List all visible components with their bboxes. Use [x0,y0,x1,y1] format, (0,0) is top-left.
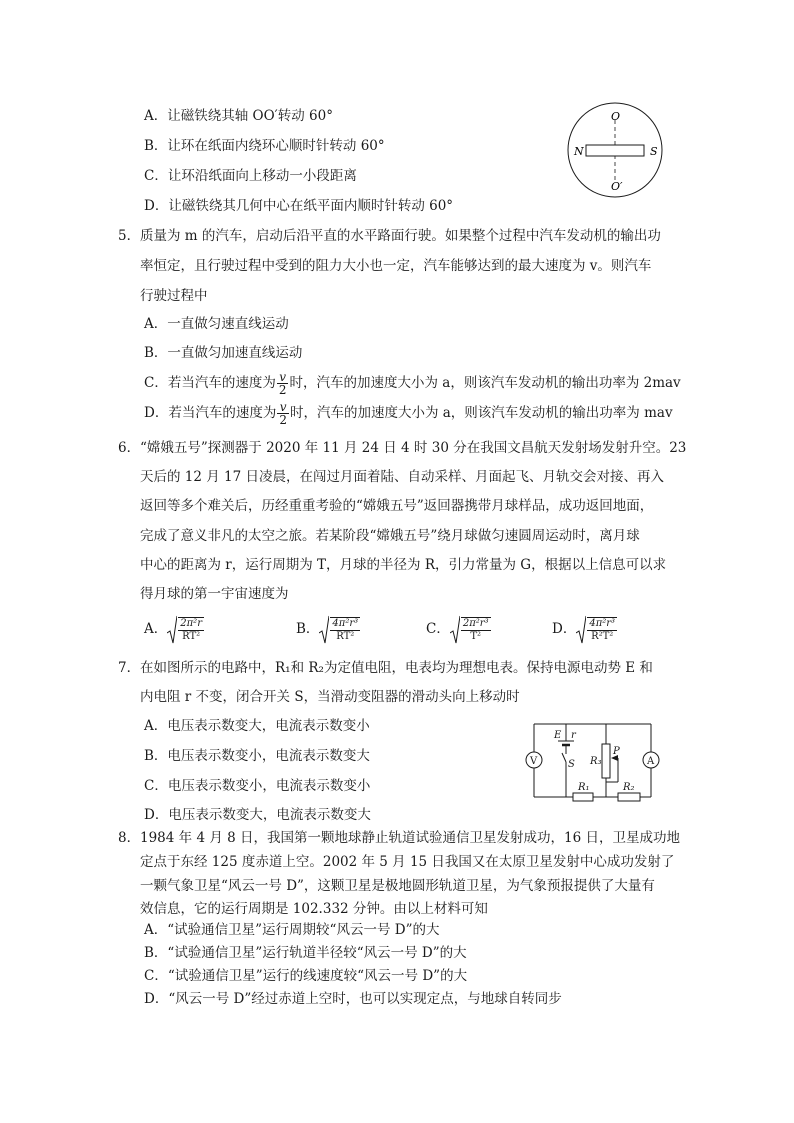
magnet-ring-figure [562,100,672,200]
q6-number: 6． [118,440,141,456]
q7-line-1: 在如图所示的电路中，R₁和 R₂为定值电阻，电表均为理想电表。保持电源电动势 E 和 [140,660,653,676]
q5-line-1: 质量为 m 的汽车，启动后沿平直的水平路面行驶。如果整个过程中汽车发动机的输出功 [140,228,661,244]
q5-line-3: 行驶过程中 [140,288,208,304]
q5-option-a: A．一直做匀速直线运动 [144,316,289,332]
q7-number: 7． [118,660,141,676]
label-p: P [613,746,620,757]
q6-option-d: D． $\frac{\text{4π²r³}}{\text{R²T²}}$ [552,614,618,645]
label-o-bottom: O′ [611,180,623,193]
q5-option-d: D．若当汽车的速度为 $\frac{v}{2}$ 时，汽车的加速度大小为 a，则该汽车发动机的输出功率为 mav [144,400,673,427]
label-s: S [650,145,658,158]
q8-line-3: 一颗气象卫星“风云一号 D”，这颗卫星是极地圆形轨道卫星，为气象预报提供了大量有 [140,878,655,894]
q5-line-2: 率恒定，且行驶过程中受到的阻力大小也一定，汽车能够达到的最大速度为 v。则汽车 [140,258,652,274]
label-v: V [530,756,538,767]
q8-option-c: C．“试验通信卫星”运行的线速度较“风云一号 D”的大 [144,968,468,984]
q8-line-2: 定点于东经 125 度赤道上空。2002 年 5 月 15 日我国又在太原卫星发射中心成功发射了 [140,854,675,870]
q7-option-a: A．电压表示数变大，电流表示数变小 [144,718,370,734]
q4-option-b: B．让环在纸面内绕环心顺时针转动 60° [144,138,385,154]
q8-line-4: 效信息，它的运行周期是 102.332 分钟。由以上材料可知 [140,901,488,917]
q8-line-1: 1984 年 4 月 8 日，我国第一颗地球静止轨道试验通信卫星发射成功，16 日，卫星成功地 [140,830,680,846]
q7-option-c: C．电压表示数变小，电流表示数变小 [144,778,371,794]
q4-option-a: A．让磁铁绕其轴 OO′转动 60° [144,108,333,124]
q8-option-a: A．“试验通信卫星”运行周期较“风云一号 D”的大 [144,922,440,938]
q6-line-1: “嫦娥五号”探测器于 2020 年 11 月 24 日 4 时 30 分在我国文昌航天发射场发射升空。23 [140,440,687,456]
q8-option-b: B．“试验通信卫星”运行轨道半径较“风云一号 D”的大 [144,945,467,961]
sqrt-expression: $\frac{\text{2π²r}}{\text{RT²}}$ [167,614,205,645]
label-r2: R₂ [623,782,635,793]
q5-number: 5． [118,228,141,244]
switch-s [562,753,566,762]
bar-magnet [586,145,644,156]
label-r1: R₁ [578,782,590,793]
q4-option-c: C．让环沿纸面向上移动一小段距离 [144,168,357,184]
q7-option-d: D．电压表示数变大，电流表示数变大 [144,807,371,823]
circuit-diagram [518,716,668,806]
q8-number: 8． [118,830,141,846]
q6-line-4: 完成了意义非凡的太空之旅。若某阶段“嫦娥五号”绕月球做匀速圆周运动时，离月球 [140,528,640,544]
q5-option-c: C．若当汽车的速度为 $\frac{v}{2}$ 时，汽车的加速度大小为 a，则该汽车发动机的输出功率为 2mav [144,370,681,397]
resistor-r1 [573,793,593,801]
label-e: E [554,730,562,741]
sqrt-expression: $\frac{\text{4π²r³}}{\text{R²T²}}$ [576,614,618,645]
q6-option-b: B． $\frac{\text{4π²r³}}{\text{RT²}}$ [296,614,361,645]
q5-option-b: B．一直做匀加速直线运动 [144,345,303,361]
sqrt-expression: $\frac{\text{4π²r³}}{\text{RT²}}$ [319,614,361,645]
fraction-v-over-2: $\frac{v}{2}$ [278,370,287,397]
sqrt-expression: $\frac{\text{2π²r³}}{\text{T²}}$ [450,614,492,645]
q4-option-d: D．让磁铁绕其几何中心在纸平面内顺时针转动 60° [144,198,454,214]
q6-line-5: 中心的距离为 r，运行周期为 T，月球的半径为 R，引力常量为 G，根据以上信息可以求 [140,557,667,573]
q8-option-d: D．“风云一号 D”经过赤道上空时，也可以实现定点，与地球自转同步 [144,991,562,1007]
resistor-r3 [602,744,610,778]
q6-line-6: 得月球的第一宇宙速度为 [140,586,289,602]
label-s: S [568,759,575,770]
q6-line-2: 天后的 12 月 17 日凌晨，在闯过月面着陆、自动采样、月面起飞、月轨交会对接、再入 [140,469,665,485]
q7-option-b: B．电压表示数变小，电流表示数变大 [144,748,370,764]
q6-option-c: C． $\frac{\text{2π²r³}}{\text{T²}}$ [426,614,492,645]
q6-line-3: 返回等多个难关后，历经重重考验的“嫦娥五号”返回器携带月球样品，成功返回地面， [140,498,654,514]
label-n: N [574,145,584,158]
q6-option-a: A． $\frac{\text{2π²r}}{\text{RT²}}$ [144,614,205,645]
resistor-r2 [618,793,640,801]
label-r3: R₃ [590,756,602,767]
fraction-v-over-2: $\frac{v}{2}$ [279,400,287,427]
label-o-top: O [611,110,621,123]
q7-line-2: 内电阻 r 不变，闭合开关 S，当滑动变阻器的滑动头向上移动时 [140,689,520,705]
label-r: r [571,730,576,741]
label-a: A [647,756,655,767]
